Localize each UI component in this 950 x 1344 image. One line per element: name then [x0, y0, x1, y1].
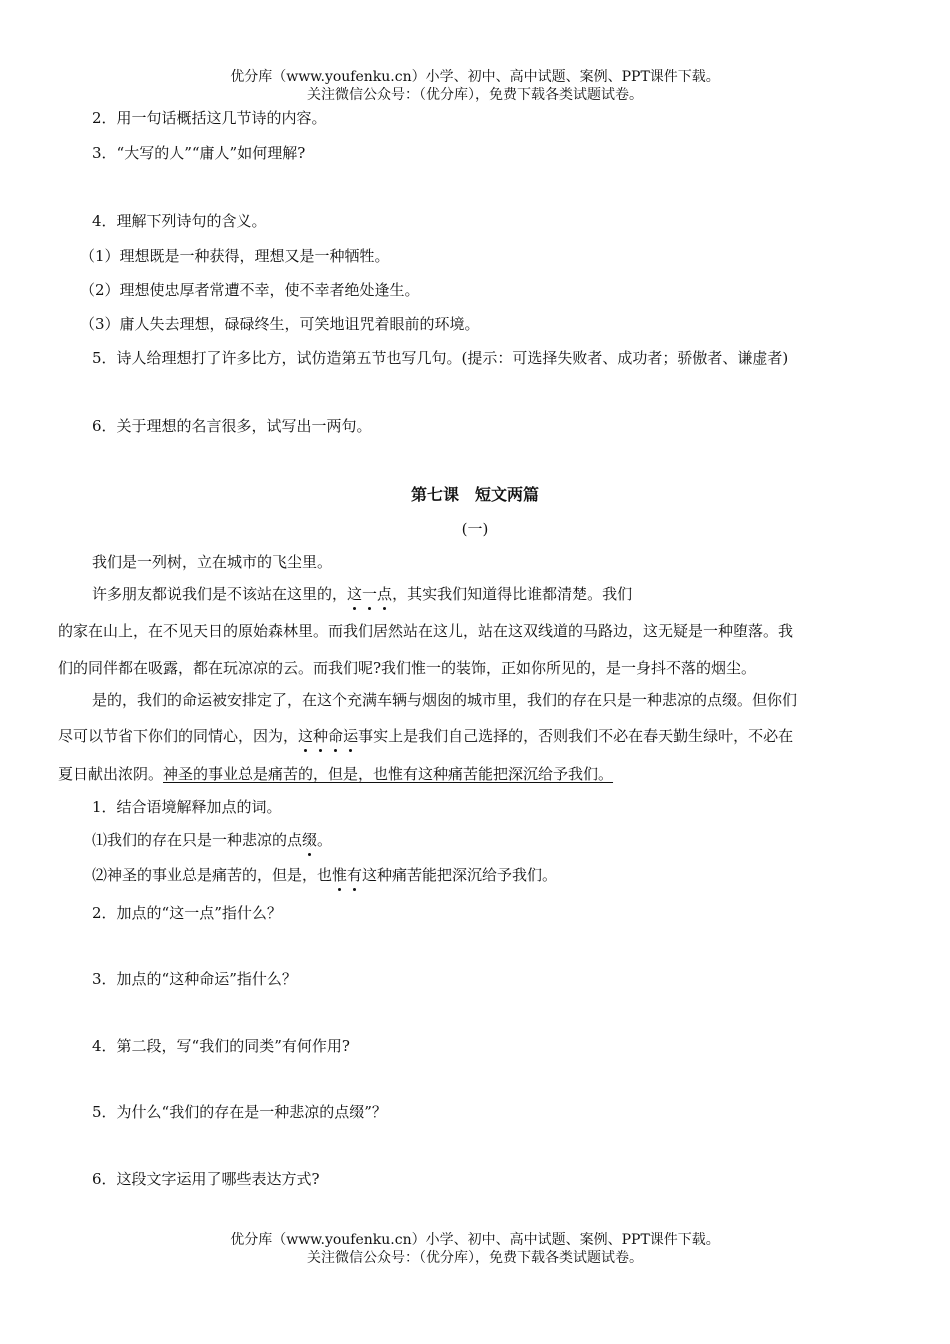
question-5: 5．为什么“我们的存在是一种悲凉的点缀”？: [92, 1103, 387, 1121]
header-line-1: 优分库（www.youfenku.cn）小学、初中、高中试题、案例、PPT课件下载。: [230, 69, 720, 85]
question-6: 6．这段文字运用了哪些表达方式?: [92, 1170, 320, 1188]
question-text: ⑴我们的存在只是一种悲凉的点: [92, 831, 303, 849]
header-line-2: 关注微信公众号：（优分库），免费下载各类试题试卷。: [307, 87, 643, 103]
passage-text: 许多朋友都说我们是不该站在这里的，: [92, 585, 348, 603]
passage-paragraph-2-line-3: 们的同伴都在吸露，都在玩凉凉的云。而我们呢?我们惟一的装饰，正如你所见的，是一身抖不落的烟尘。: [58, 659, 757, 677]
question-1-1: [92, 830, 332, 850]
passage-paragraph-2-line-2: 的家在山上，在不见天日的原始森林里。而我们居然站在这儿，站在这双线道的马路边，这无疑是一种堕落。我: [58, 622, 794, 640]
dotted-char: 一: [362, 585, 378, 603]
passage-text: 夏日献出浓阴。: [58, 765, 164, 783]
dotted-char: 命: [328, 727, 344, 745]
part1-question-4-2: （2）理想使忠厚者常遭不幸，使不幸者绝处逢生。: [80, 281, 420, 299]
dotted-char: 这: [298, 727, 314, 745]
question-text: ⑵神圣的事业总是痛苦的，但是，也: [92, 866, 333, 884]
part1-question-4-1: （1）理想既是一种获得，理想又是一种牺牲。: [80, 247, 390, 265]
passage-text: 尽可以节省下你们的同情心，因为，: [58, 727, 299, 745]
part1-question-2: 2．用一句话概括这几节诗的内容。: [92, 109, 327, 127]
passage-paragraph-1: 我们是一列树，立在城市的飞尘里。: [92, 553, 333, 571]
dotted-char: 点: [377, 585, 393, 603]
dotted-char: 种: [313, 727, 329, 745]
question-4: 4．第二段，写“我们的同类”有何作用?: [92, 1037, 350, 1055]
dotted-char: 有: [347, 866, 363, 884]
passage-paragraph-2-line-1: [92, 584, 632, 604]
lesson-title: 第七课 短文两篇: [410, 485, 539, 504]
footer-line-1: 优分库（www.youfenku.cn）小学、初中、高中试题、案例、PPT课件下载。: [230, 1232, 720, 1248]
dotted-char: 惟: [332, 866, 348, 884]
passage-paragraph-3-line-1: 是的，我们的命运被安排定了，在这个充满车辆与烟囱的城市里，我们的存在只是一种悲凉的点缀。但你们: [92, 691, 798, 709]
passage-paragraph-3-line-3: [58, 764, 613, 784]
part1-question-6: 6．关于理想的名言很多，试写出一两句。: [92, 417, 372, 435]
dotted-char: 缀: [302, 831, 318, 849]
lesson-subtitle: (一): [461, 520, 489, 538]
footer-line-2: 关注微信公众号：（优分库），免费下载各类试题试卷。: [307, 1250, 643, 1266]
underlined-sentence: 神圣的事业总是痛苦的，但是，也惟有这种痛苦能把深沉给予我们。: [163, 765, 614, 783]
dotted-char: 运: [343, 727, 359, 745]
passage-text: ，其实我们知道得比谁都清楚。我们: [392, 585, 633, 603]
question-3: 3．加点的“这种命运”指什么？: [92, 970, 297, 988]
dotted-char: 这: [347, 585, 363, 603]
part1-question-4-3: （3）庸人失去理想，碌碌终生，可笑地诅咒着眼前的环境。: [80, 315, 480, 333]
question-1: 1．结合语境解释加点的词。: [92, 798, 282, 816]
question-1-2: [92, 865, 557, 885]
passage-paragraph-3-line-2: [58, 726, 793, 746]
passage-text: 事实上是我们自己选择的，否则我们不必在春天勤生绿叶，不必在: [358, 727, 794, 745]
question-text: 这种痛苦能把深沉给予我们。: [362, 866, 558, 884]
question-2: 2．加点的“这一点”指什么？: [92, 904, 282, 922]
part1-question-4: 4．理解下列诗句的含义。: [92, 212, 267, 230]
question-text: 。: [317, 831, 333, 849]
part1-question-3: 3．“大写的人”“庸人”如何理解?: [92, 144, 306, 162]
part1-question-5: 5．诗人给理想打了许多比方，试仿造第五节也写几句。(提示：可选择失败者、成功者；骄傲者、谦虚者): [92, 349, 789, 367]
